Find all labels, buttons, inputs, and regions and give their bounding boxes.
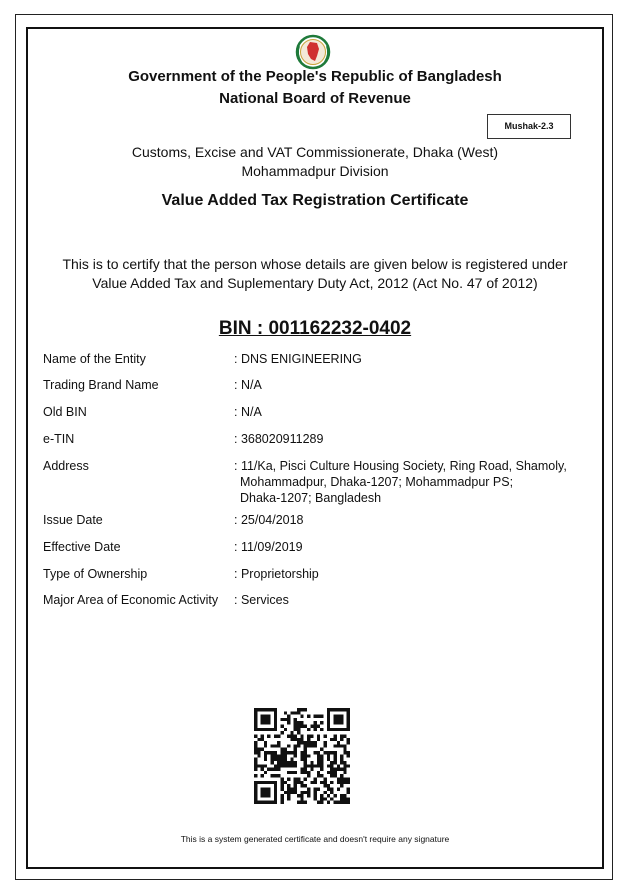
bin-number: BIN : 001162232-0402	[218, 318, 412, 339]
label-entity-name: Name of the Entity	[43, 352, 146, 366]
value-trading-brand: : N/A	[234, 378, 262, 392]
certify-text-line1: This is to certify that the person whose details are given below is registered under	[62, 256, 568, 272]
qr-code	[254, 708, 350, 804]
value-effective-date: : 11/09/2019	[234, 540, 303, 554]
government-title: Government of the People's Republic of Bangladesh	[128, 68, 502, 85]
label-etin: e-TIN	[43, 432, 75, 446]
value-address-line2: Mohammadpur, Dhaka-1207; Mohammadpur PS;	[240, 475, 514, 489]
footer-note: This is a system generated certificate and doesn't require any signature	[180, 834, 450, 844]
value-old-bin: : N/A	[234, 405, 262, 419]
label-old-bin: Old BIN	[43, 405, 87, 419]
label-effective-date: Effective Date	[43, 540, 121, 554]
value-economic-activity: : Services	[234, 593, 289, 607]
commissionerate: Customs, Excise and VAT Commissionerate, Dhaka (West)	[131, 144, 499, 160]
form-code-badge: Mushak-2.3	[487, 114, 571, 139]
value-entity-name: : DNS ENIGINEERING	[234, 352, 362, 366]
value-ownership-type: : Proprietorship	[234, 567, 319, 581]
label-economic-activity: Major Area of Economic Activity	[43, 593, 219, 607]
value-etin: : 368020911289	[234, 432, 324, 446]
board-title: National Board of Revenue	[219, 90, 411, 107]
value-address-line3: Dhaka-1207; Bangladesh	[240, 491, 382, 505]
value-issue-date: : 25/04/2018	[234, 513, 304, 527]
label-trading-brand: Trading Brand Name	[43, 378, 159, 392]
label-ownership-type: Type of Ownership	[43, 567, 148, 581]
label-issue-date: Issue Date	[43, 513, 103, 527]
bangladesh-emblem-icon	[293, 34, 333, 70]
label-address: Address	[43, 459, 89, 473]
certificate-title: Value Added Tax Registration Certificate	[161, 192, 469, 209]
certify-text-line2: Value Added Tax and Suplementary Duty Act, 2012 (Act No. 47 of 2012)	[92, 275, 538, 291]
division: Mohammadpur Division	[241, 163, 389, 179]
value-address-line1: : 11/Ka, Pisci Culture Housing Society, Ring Road, Shamoly,	[234, 459, 567, 473]
